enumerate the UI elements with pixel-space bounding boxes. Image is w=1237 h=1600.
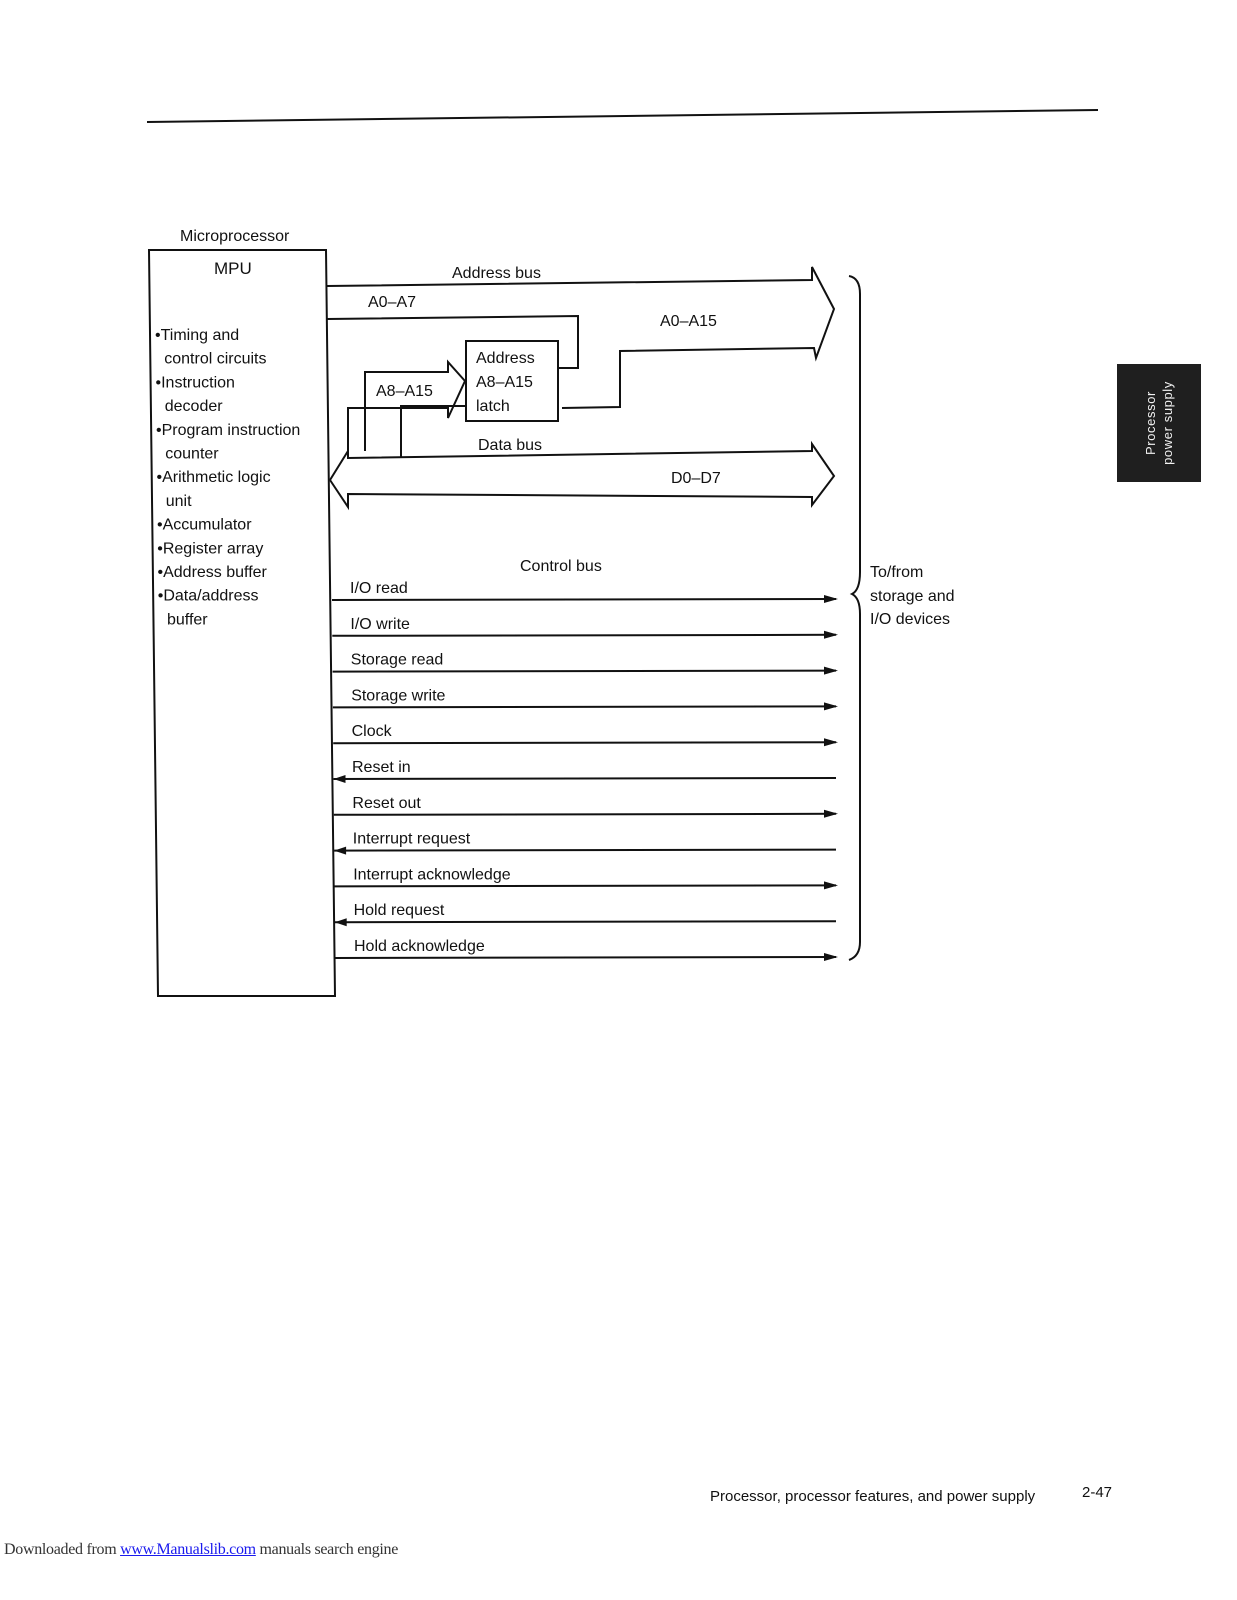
mpu-feature-list: [155, 327, 300, 628]
control-signal-label: Clock: [351, 723, 392, 741]
to-from-line1: To/from: [870, 564, 924, 581]
download-notice: [4, 1541, 398, 1559]
to-from-line3: I/O devices: [870, 611, 951, 628]
control-signal-line: [334, 814, 836, 815]
control-signal-arrowhead: [824, 667, 838, 675]
mpu-feature-text: •Accumulator: [157, 516, 252, 534]
control-signal: [333, 687, 838, 710]
control-signal-line: [334, 850, 836, 851]
control-signal-label: Storage write: [351, 687, 446, 705]
data-bus-latch-link: [401, 406, 466, 458]
control-signal-arrowhead: [824, 702, 838, 710]
control-signal: [334, 866, 838, 889]
control-signal: [334, 795, 838, 818]
control-signal-line: [333, 742, 836, 743]
control-signal-label: Storage read: [350, 651, 444, 669]
mpu-feature-text: •Register array: [157, 540, 264, 558]
control-signal-label: I/O write: [350, 615, 410, 633]
mpu-feature-text: •Instruction: [155, 374, 235, 392]
mpu-feature-text: counter: [165, 445, 219, 463]
control-signal-arrowhead: [824, 738, 838, 746]
control-bus-label: Control bus: [520, 558, 602, 575]
control-signal-line: [334, 778, 837, 779]
mpu-feature-text: unit: [165, 492, 192, 510]
control-signal-line: [335, 957, 836, 958]
control-signal-arrowhead: [335, 918, 347, 926]
footer-caption: Processor, processor features, and power supply: [710, 1488, 1036, 1505]
a0-a15-label: A0–A15: [660, 313, 717, 330]
control-signal-label: Interrupt acknowledge: [353, 866, 511, 884]
mpu-label: MPU: [214, 259, 252, 278]
control-signal-line: [333, 671, 836, 672]
control-signal-line: [332, 635, 836, 636]
address-bus-label: Address bus: [452, 265, 541, 282]
control-signal-arrowhead: [824, 595, 838, 603]
control-signal-label: Interrupt request: [352, 830, 471, 848]
header-rule: [147, 110, 1098, 122]
download-suffix: manuals search engine: [255, 1541, 399, 1558]
mpu-feature-text: decoder: [164, 398, 223, 416]
control-signal: [334, 831, 836, 855]
data-bus-label: Data bus: [478, 437, 543, 454]
control-signal-arrowhead: [824, 631, 838, 639]
mpu-feature-text: buffer: [167, 611, 208, 629]
latch-label-line3: latch: [476, 398, 510, 415]
data-bus-arrow: [330, 444, 834, 507]
to-from-line2: storage and: [870, 588, 955, 605]
control-signal-label: Reset in: [352, 759, 411, 776]
control-signal-arrowhead: [824, 881, 838, 889]
control-signal-arrowhead: [824, 953, 838, 961]
control-signal-line: [332, 599, 836, 600]
manualslib-link[interactable]: www.Manualslib.com: [120, 1541, 256, 1558]
a8-a15-label: A8–A15: [376, 383, 433, 400]
mpu-feature-text: control circuits: [164, 350, 267, 368]
control-signal-line: [333, 706, 836, 707]
section-tab-line1: Processor: [1143, 391, 1158, 455]
control-signal: [332, 580, 838, 603]
control-signal-line: [334, 885, 836, 886]
control-signal-label: Reset out: [352, 794, 421, 812]
mpu-feature-text: •Address buffer: [157, 564, 267, 581]
control-signal: [335, 938, 838, 961]
control-signal-arrowhead: [334, 775, 346, 783]
control-signal-label: I/O read: [350, 580, 408, 597]
control-signal: [333, 652, 838, 675]
mpu-feature-text: •Timing and: [155, 327, 240, 344]
mpu-feature-text: •Program instruction: [156, 421, 301, 439]
control-signal-label: Hold acknowledge: [354, 938, 485, 955]
control-bus-lines: [332, 580, 838, 961]
a0-a7-label: A0–A7: [368, 294, 417, 311]
mpu-feature-text: •Data/address: [157, 587, 259, 605]
page-number: 2-47: [1082, 1484, 1113, 1501]
latch-label-line2: A8–A15: [476, 374, 533, 391]
control-signal-label: Hold request: [353, 902, 445, 920]
microprocessor-label: Microprocessor: [180, 228, 290, 245]
d0-d7-label: D0–D7: [671, 470, 721, 487]
section-tab-line2: power supply: [1160, 381, 1175, 465]
download-prefix: Downloaded from: [4, 1541, 121, 1558]
control-signal: [335, 902, 836, 926]
control-signal: [334, 759, 837, 783]
section-tab-text: [1142, 381, 1176, 465]
devices-brace: [849, 276, 860, 960]
latch-label-line1: Address: [476, 350, 535, 367]
control-signal-arrowhead: [334, 847, 346, 855]
control-signal-arrowhead: [824, 810, 838, 818]
section-tab: [1117, 364, 1201, 482]
control-signal: [332, 616, 838, 639]
control-signal: [333, 723, 838, 746]
control-signal-line: [335, 921, 836, 922]
mpu-feature-text: •Arithmetic logic: [156, 469, 271, 487]
